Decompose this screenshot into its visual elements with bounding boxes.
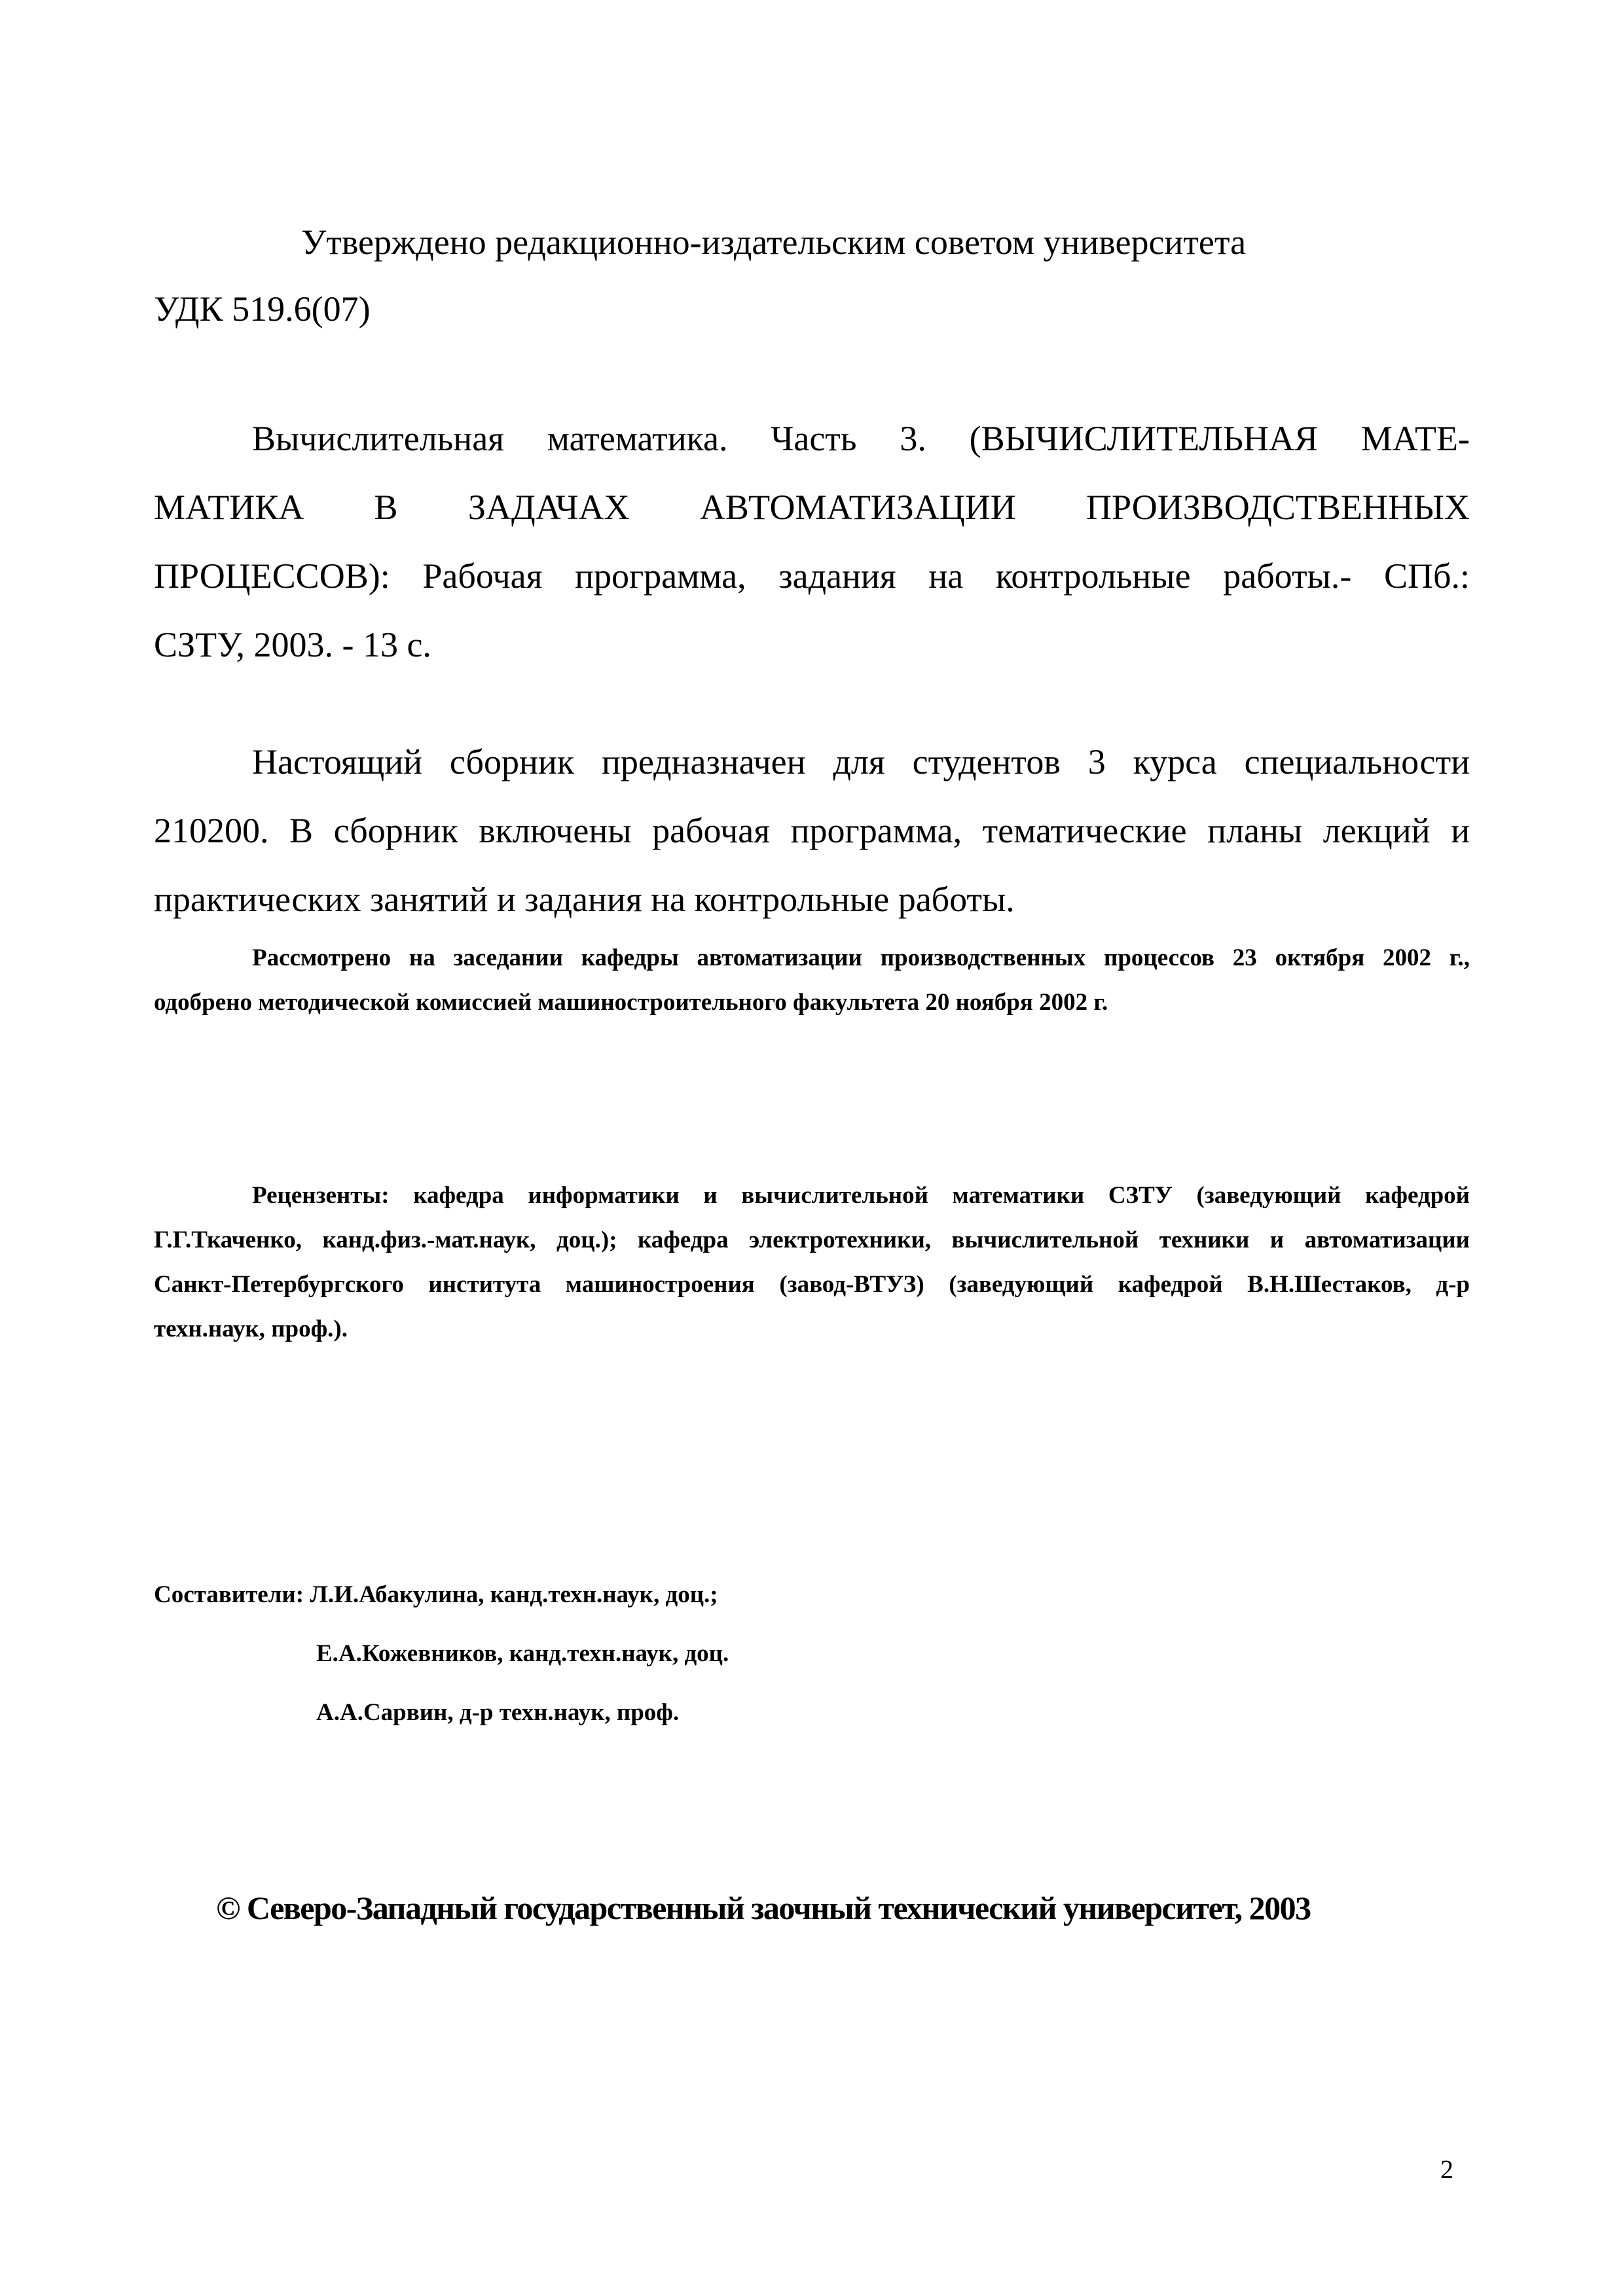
bib-line: МАТИКА В ЗАДАЧАХ АВТОМАТИЗАЦИИ ПРОИЗВОДСТВЕННЫХ <box>154 488 1470 527</box>
compilers <box>154 1566 1201 1742</box>
reviewers-line: Рецензенты: кафедра информатики и вычислительной математики СЗТУ (заведующий кафедрой <box>252 1182 1470 1209</box>
reviewed-line: Рассмотрено на заседании кафедры автоматизации производственных процессов 23 октября 2002 г., <box>252 944 1470 971</box>
bib-line: СЗТУ, 2003. - 13 с. <box>154 625 431 664</box>
reviewers-line: Санкт-Петербургского института машиностроения (завод-ВТУЗ) (заведующий кафедрой В.Н.Шестаков, д-р <box>154 1271 1470 1298</box>
reviewers-line: техн.наук, проф.). <box>154 1316 348 1342</box>
reviewers <box>154 1174 1470 1352</box>
compiler-line: Е.А.Кожевников, канд.техн.наук, доц. <box>316 1640 729 1667</box>
desc-line: Настоящий сборник предназначен для студентов 3 курса специальности <box>252 742 1470 781</box>
desc-line: практических занятий и задания на контрольные работы. <box>154 880 1015 919</box>
collection-description <box>154 728 1470 934</box>
bib-line: Вычислительная математика. Часть 3. (ВЫЧИСЛИТЕЛЬНАЯ МАТЕ- <box>252 419 1470 458</box>
approval-note: Утверждено редакционно-издательским советом университета <box>301 223 1247 262</box>
page-number: 2 <box>1440 2155 1453 2184</box>
compiler-line: Составители: Л.И.Абакулина, канд.техн.наук, доц.; <box>154 1581 718 1608</box>
compiler-line: А.А.Сарвин, д-р техн.наук, проф. <box>316 1699 680 1726</box>
bib-line: ПРОЦЕССОВ): Рабочая программа, задания на контрольные работы.- СПб.: <box>154 556 1470 596</box>
desc-line: 210200. В сборник включены рабочая программа, тематические планы лекций и <box>154 811 1470 850</box>
udk-code: УДК 519.6(07) <box>154 289 371 329</box>
approval-record <box>154 936 1470 1025</box>
bibliographic-description <box>154 404 1470 679</box>
reviewed-line: одобрено методической комиссией машиностроительного факультета 20 ноября 2002 г. <box>154 989 1108 1016</box>
reviewers-line: Г.Г.Ткаченко, канд.физ.-мат.наук, доц.); кафедра электротехники, вычислительной техники и автоматизации <box>154 1227 1470 1253</box>
copyright-notice: © Северо-Западный государственный заочный технический университет, 2003 <box>216 1890 1311 1926</box>
